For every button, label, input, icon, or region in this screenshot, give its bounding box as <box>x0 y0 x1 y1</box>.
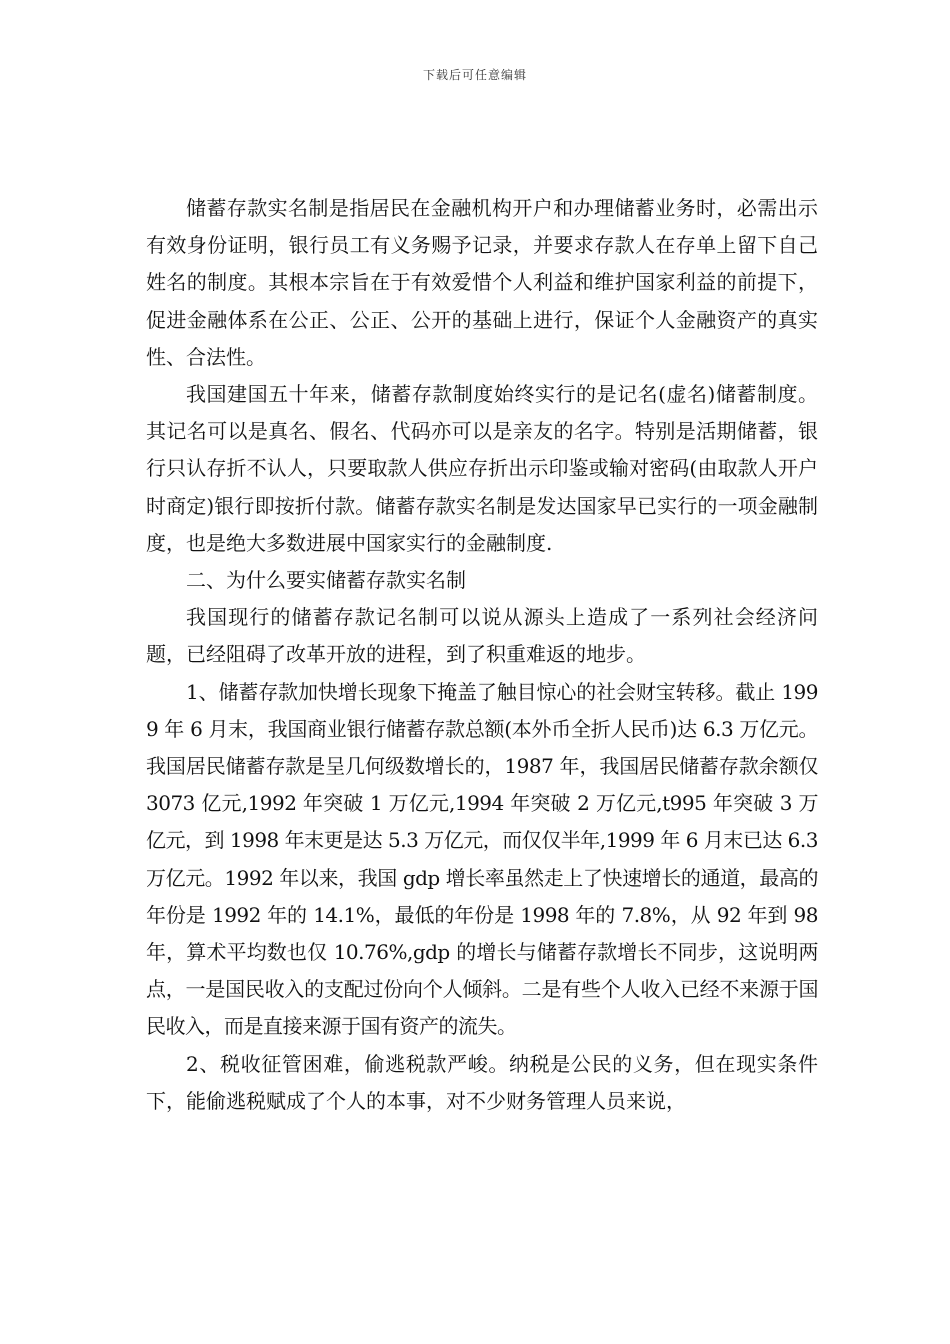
paragraph-problems-intro: 我国现行的储蓄存款记名制可以说从源头上造成了一系列社会经济问题，已经阻碍了改革开放的进程，到了积重难返的地步。 <box>146 605 818 667</box>
paragraph-point-2: 2、税收征管困难，偷逃税款严峻。纳税是公民的义务，但在现实条件下，能偷逃税赋成了个人的本事，对不少财务管理人员来说， <box>146 1051 818 1113</box>
page-header: 下载后可任意编辑 <box>422 68 527 82</box>
paragraph-definition: 储蓄存款实名制是指居民在金融机构开户和办理储蓄业务时，必需出示有效身份证明，银行员工有义务赐予记录，并要求存款人在存单上留下自己姓名的制度。其根本宗旨在于有效爱惜个人利益和维护国家利益的前提下，促进金融体系在公正、公正、公开的基础上进行，保证个人金融资产的真实性、合法性。 <box>146 196 818 369</box>
section-heading: 二、为什么要实储蓄存款实名制 <box>186 568 466 593</box>
document-body <box>146 190 818 1120</box>
paragraph-point-1: 1、储蓄存款加快增长现象下掩盖了触目惊心的社会财宝转移。截止 1999 年 6 月末，我国商业银行储蓄存款总额(本外币全折人民币)达 6.3 万亿元。我国居民储蓄存款是呈几何级数增长的，1987 年，我国居民储蓄存款余额仅 3073 亿元,1992 年突破 1 万亿元,1994 年突破 2 万亿元,t995 年突破 3 万亿元，到 1998 年末更是达 5.3 万亿元，而仅仅半年,1999 年 6 月末已达 6.3 万亿元。1992 年以来，我国 gdp 增长率虽然走上了快速增长的通道，最高的年份是 1992 年的 14.1%，最低的年份是 1998 年的 7.8%，从 92 年到 98 年，算术平均数也仅 10.76%,gdp 的增长与储蓄存款增长不同步，这说明两点，一是国民收入的支配过份向个人倾斜。二是有些个人收入已经不来源于国民收入，而是直接来源于国有资产的流失。 <box>146 679 818 1039</box>
paragraph-history: 我国建国五十年来，储蓄存款制度始终实行的是记名(虚名)储蓄制度。其记名可以是真名、假名、代码亦可以是亲友的名字。特别是活期储蓄，银行只认存折不认人，只要取款人供应存折出示印鉴或输对密码(由取款人开户时商定)银行即按折付款。储蓄存款实名制是发达国家早已实行的一项金融制度，也是绝大多数进展中国家实行的金融制度. <box>146 382 818 555</box>
